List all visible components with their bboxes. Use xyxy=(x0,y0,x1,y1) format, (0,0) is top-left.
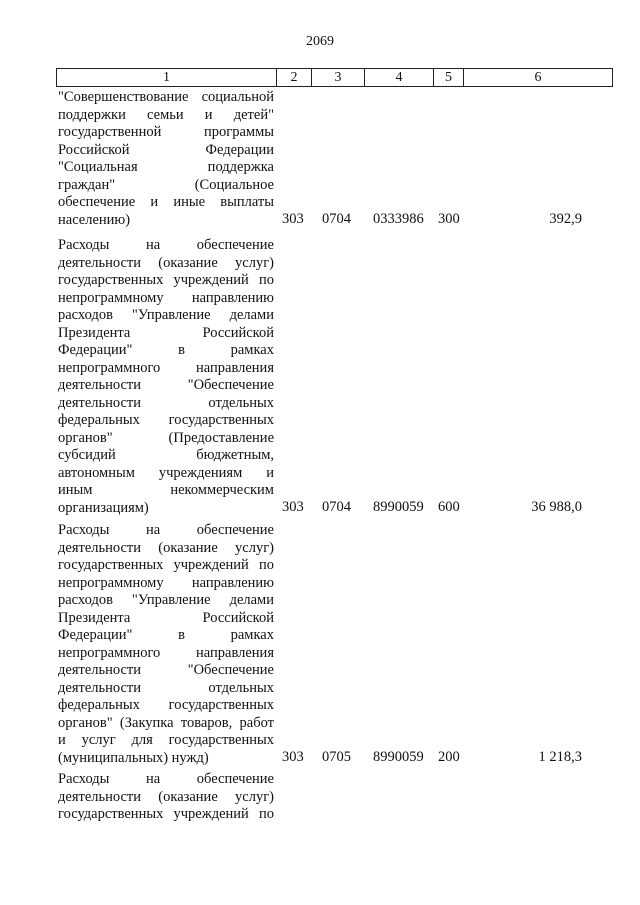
description-line: государственных учреждений по xyxy=(58,557,274,573)
description-line: Российской Федерации xyxy=(58,141,274,158)
description-line: населению) xyxy=(58,211,131,228)
cell-section-code: 0704 xyxy=(322,499,351,515)
row-description xyxy=(58,89,274,229)
cell-expense-type: 300 xyxy=(438,211,460,227)
description-line: расходов "Управление делами xyxy=(58,307,274,323)
description-line: граждан" (Социальное xyxy=(58,176,274,193)
description-line: непрограммному направлению xyxy=(58,574,274,591)
column-header-3: 3 xyxy=(312,69,365,87)
column-header-row xyxy=(57,69,613,87)
description-line: Расходы на обеспечение xyxy=(58,237,274,253)
cell-amount: 1 218,3 xyxy=(538,749,582,765)
description-line: деятельности отдельных xyxy=(58,394,274,411)
description-line: Федерации" в рамках xyxy=(58,342,274,358)
column-header-6: 6 xyxy=(464,69,613,87)
cell-section-code: 0704 xyxy=(322,211,351,227)
cell-ministry-code: 303 xyxy=(282,499,304,515)
column-header-4: 4 xyxy=(365,69,434,87)
description-line: деятельности (оказание услуг) xyxy=(58,788,274,805)
cell-ministry-code: 303 xyxy=(282,749,304,765)
description-line: Федерации" в рамках xyxy=(58,627,274,643)
description-line: деятельности (оказание услуг) xyxy=(58,539,274,556)
cell-expense-type: 200 xyxy=(438,749,460,765)
description-line: деятельности "Обеспечение xyxy=(58,662,274,678)
description-line: деятельности (оказание услуг) xyxy=(58,254,274,271)
description-line: Расходы на обеспечение xyxy=(58,771,274,787)
cell-target-article: 8990059 xyxy=(373,749,424,765)
description-line: государственных учреждений по xyxy=(58,806,274,822)
description-line: непрограммному направлению xyxy=(58,289,274,306)
description-line: Расходы на обеспечение xyxy=(58,522,274,538)
cell-section-code: 0705 xyxy=(322,749,351,765)
description-line: государственной программы xyxy=(58,124,274,140)
description-line: и услуг для государственных xyxy=(58,732,274,748)
description-line: иным некоммерческим xyxy=(58,482,274,498)
cell-amount: 36 988,0 xyxy=(531,499,582,515)
cell-ministry-code: 303 xyxy=(282,211,304,227)
column-header-5: 5 xyxy=(434,69,464,87)
description-line: органов" (Закупка товаров, работ xyxy=(58,714,274,731)
cell-expense-type: 600 xyxy=(438,499,460,515)
description-line: обеспечение и иные выплаты xyxy=(58,194,274,210)
row-description xyxy=(58,522,274,767)
description-line: Президента Российской xyxy=(58,324,274,341)
description-line: деятельности "Обеспечение xyxy=(58,377,274,393)
description-line: деятельности отдельных xyxy=(58,679,274,696)
description-line: (муниципальных) нужд) xyxy=(58,749,209,766)
page-number: 2069 xyxy=(306,34,334,49)
column-header-1: 1 xyxy=(57,69,277,87)
cell-target-article: 0333986 xyxy=(373,211,424,227)
description-line: субсидий бюджетным, xyxy=(58,447,274,463)
column-header-table xyxy=(56,68,613,87)
description-line: федеральных государственных xyxy=(58,412,274,428)
description-line: государственных учреждений по xyxy=(58,272,274,288)
description-line: органов" (Предоставление xyxy=(58,429,274,446)
row-description xyxy=(58,237,274,517)
cell-target-article: 8990059 xyxy=(373,499,424,515)
description-line: непрограммного направления xyxy=(58,359,274,376)
cell-amount: 392,9 xyxy=(549,211,582,227)
row-description xyxy=(58,771,274,824)
column-header-2: 2 xyxy=(277,69,312,87)
description-line: федеральных государственных xyxy=(58,697,274,713)
description-line: непрограммного направления xyxy=(58,644,274,661)
description-line: автономным учреждениям и xyxy=(58,464,274,481)
description-line: поддержки семьи и детей" xyxy=(58,106,274,123)
description-line: Президента Российской xyxy=(58,609,274,626)
description-line: расходов "Управление делами xyxy=(58,592,274,608)
description-line: "Совершенствование социальной xyxy=(58,89,274,105)
description-line: организациям) xyxy=(58,499,149,516)
description-line: "Социальная поддержка xyxy=(58,159,274,175)
